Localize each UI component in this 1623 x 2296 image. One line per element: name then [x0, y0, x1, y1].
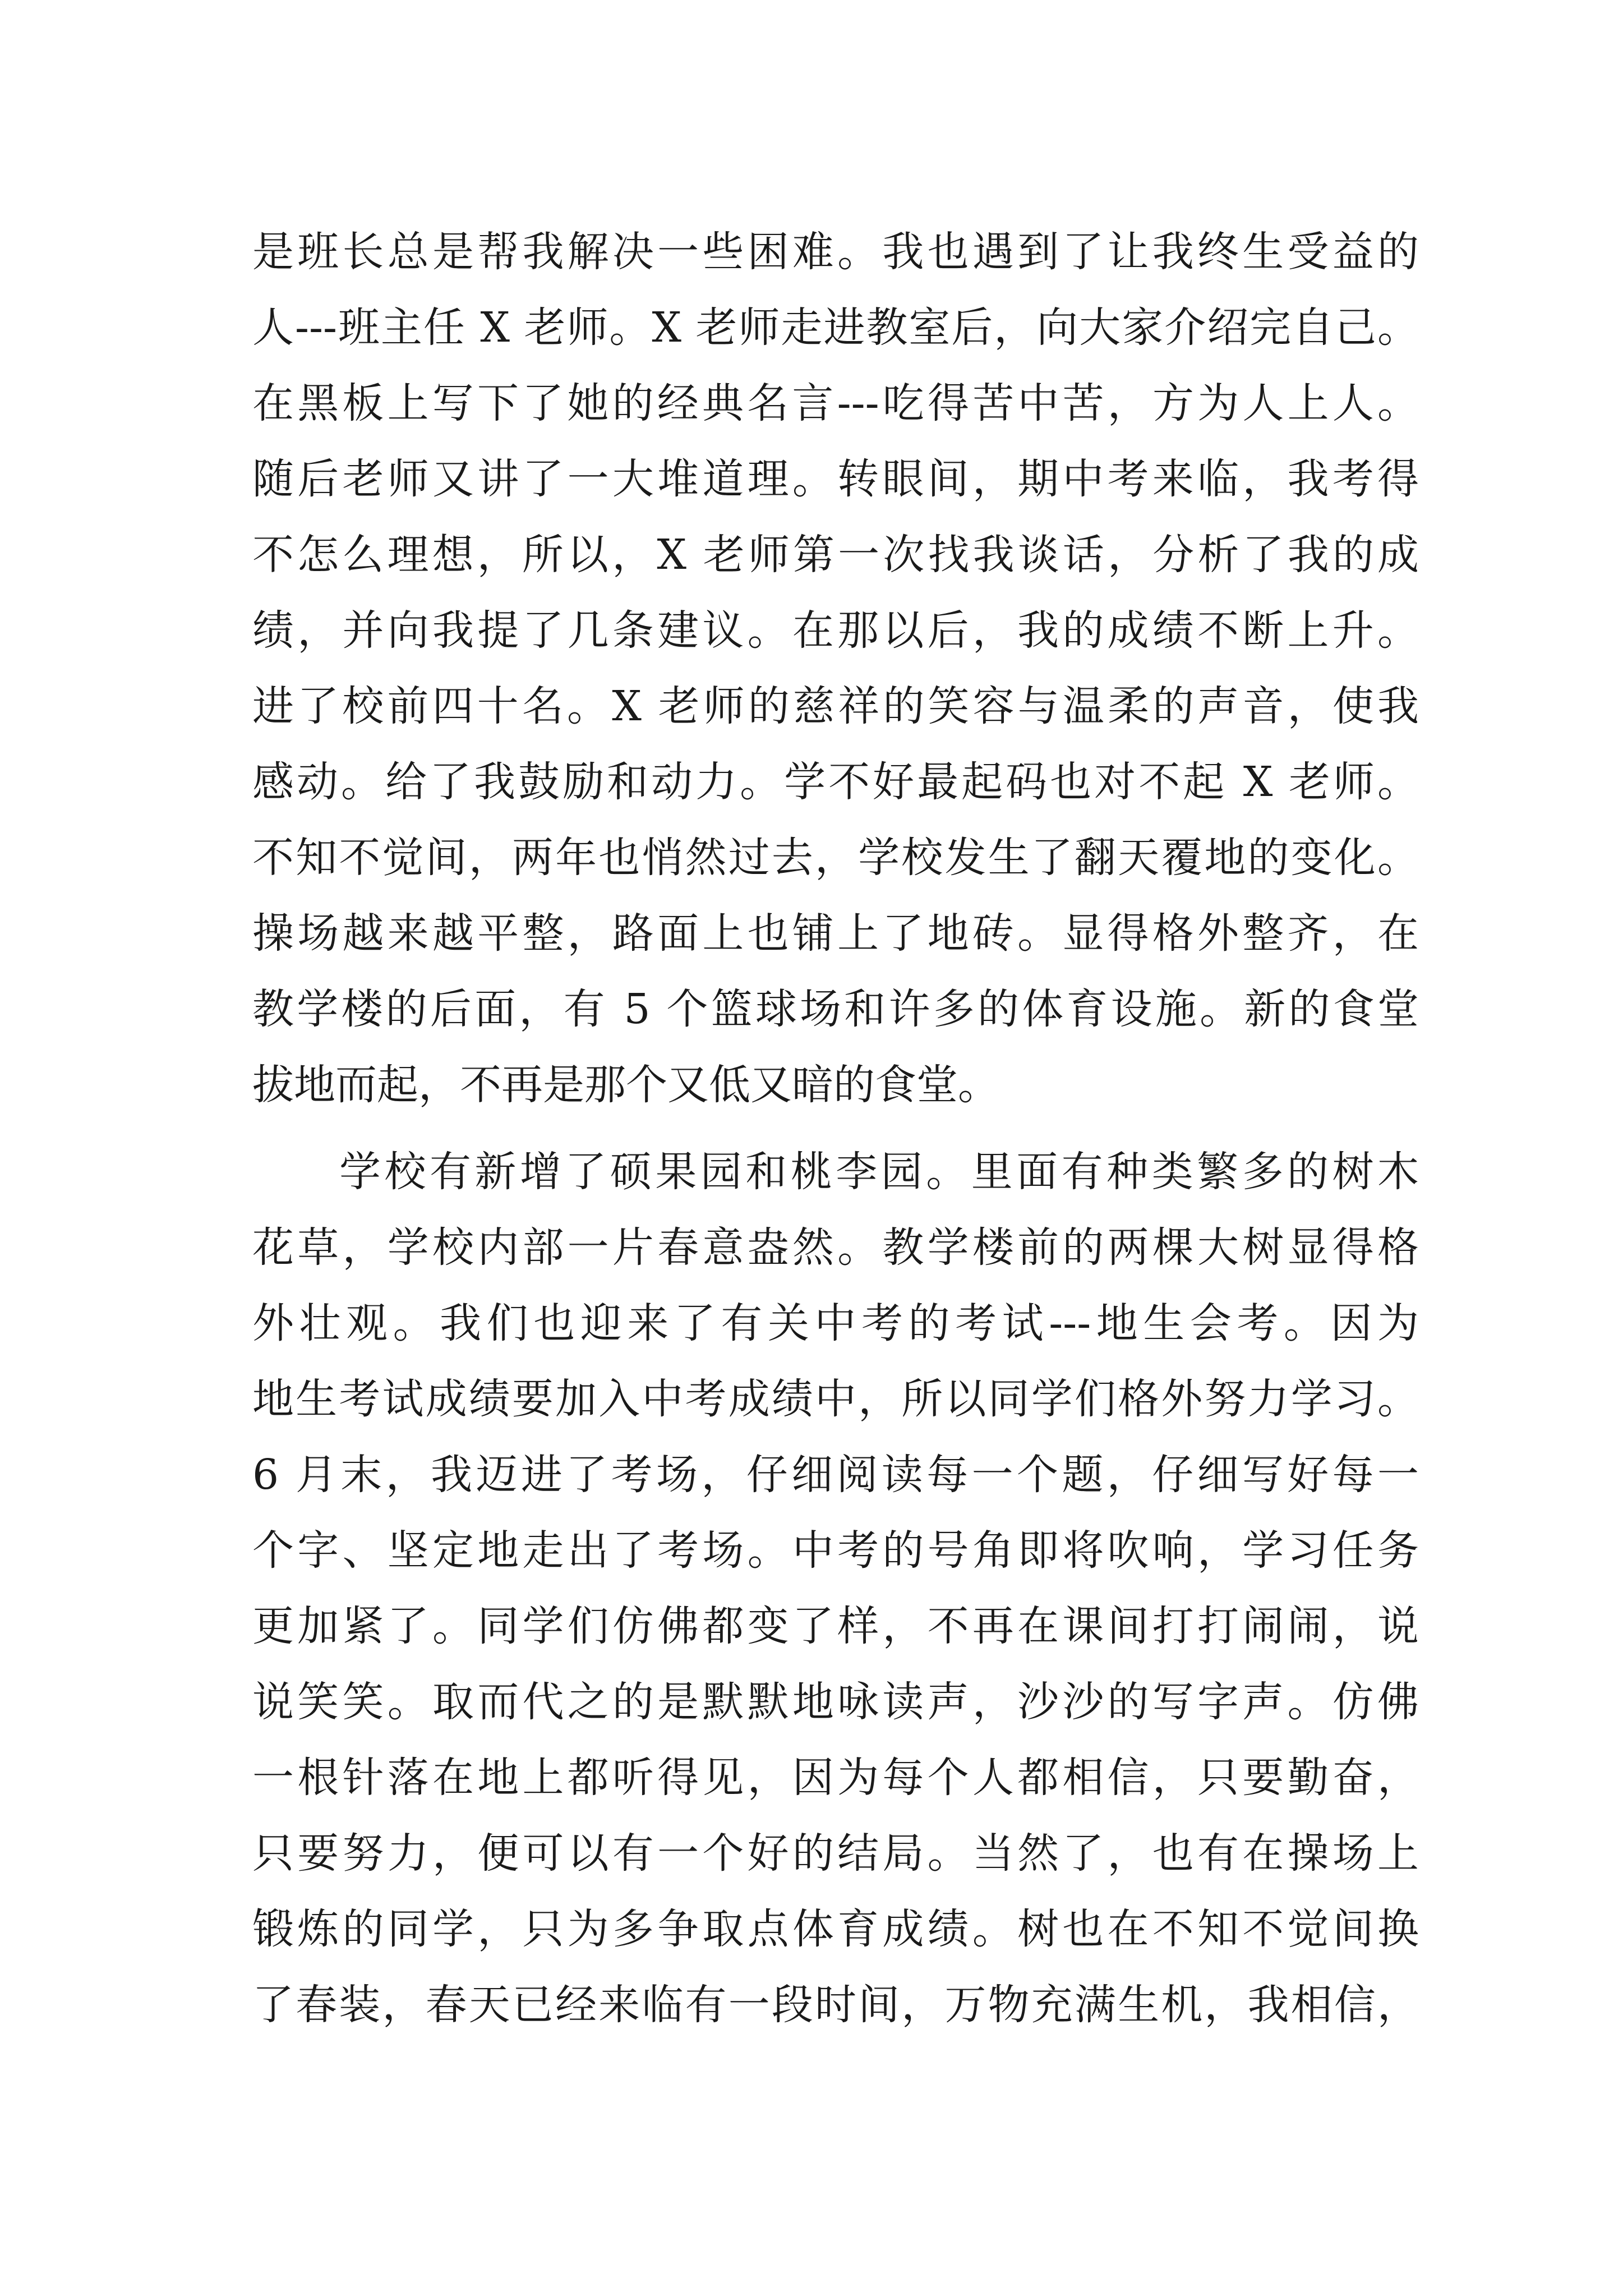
text-line: 一根针落在地上都听得见，因为每个人都相信，只要勤奋，	[252, 1754, 1419, 1802]
text-line: 随后老师又讲了一大堆道理。转眼间，期中考来临，我考得	[252, 455, 1419, 503]
text-line: 只要努力，便可以有一个好的结局。当然了，也有在操场上	[252, 1829, 1419, 1878]
text-line: 更加紧了。同学们仿佛都变了样，不再在课间打打闹闹，说	[252, 1602, 1419, 1650]
paragraph-gap	[252, 1123, 1419, 1134]
text-line: 人---班主任 X 老师。X 老师走进教室后，向大家介绍完自己。	[252, 303, 1419, 352]
text-line: 了春装，春天已经来临有一段时间，万物充满生机，我相信，	[252, 1981, 1419, 2029]
text-line: 进了校前四十名。X 老师的慈祥的笑容与温柔的声音，使我	[252, 682, 1419, 730]
text-line: 感动。给了我鼓励和动力。学不好最起码也对不起 X 老师。	[252, 758, 1419, 806]
text-line: 个字、坚定地走出了考场。中考的号角即将吹响，学习任务	[252, 1526, 1419, 1575]
text-line: 学校有新增了硕果园和桃李园。里面有种类繁多的树木	[339, 1148, 1419, 1196]
text-line: 操场越来越平整，路面上也铺上了地砖。显得格外整齐，在	[252, 909, 1419, 958]
paragraph-1	[252, 214, 1419, 1123]
text-line: 在黑板上写下了她的经典名言---吃得苦中苦，方为人上人。	[252, 379, 1419, 427]
text-line: 地生考试成绩要加入中考成绩中，所以同学们格外努力学习。	[252, 1375, 1419, 1423]
text-line: 是班长总是帮我解决一些困难。我也遇到了让我终生受益的	[252, 228, 1419, 276]
text-line: 锻炼的同学，只为多争取点体育成绩。树也在不知不觉间换	[252, 1905, 1419, 1953]
text-line: 6 月末，我迈进了考场，仔细阅读每一个题，仔细写好每一	[252, 1451, 1419, 1499]
text-line: 绩，并向我提了几条建议。在那以后，我的成绩不断上升。	[252, 606, 1419, 655]
text-line: 不知不觉间，两年也悄然过去，学校发生了翻天覆地的变化。	[252, 834, 1419, 882]
text-line: 外壮观。我们也迎来了有关中考的考试---地生会考。因为	[252, 1299, 1419, 1347]
text-line: 教学楼的后面，有 5 个篮球场和许多的体育设施。新的食堂	[252, 985, 1419, 1033]
text-line: 说笑笑。取而代之的是默默地咏读声，沙沙的写字声。仿佛	[252, 1678, 1419, 1726]
text-line: 拔地而起，不再是那个又低又暗的食堂。	[252, 1061, 999, 1109]
text-line: 花草，学校内部一片春意盎然。教学楼前的两棵大树显得格	[252, 1223, 1419, 1272]
paragraph-2	[252, 1134, 1419, 2043]
document-body	[252, 214, 1419, 2043]
text-line: 不怎么理想，所以，X 老师第一次找我谈话，分析了我的成	[252, 531, 1419, 579]
